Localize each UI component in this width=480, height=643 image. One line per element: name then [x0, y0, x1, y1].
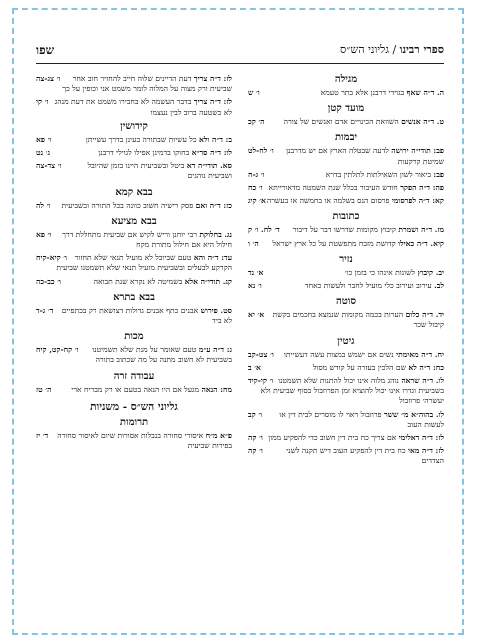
- part-title: גליוני הש״ס - משניות: [90, 400, 178, 413]
- tractate-title: מגילה: [334, 74, 358, 85]
- tractate-title: יבמות: [334, 132, 358, 144]
- entry-text: השוואת הכינויים אדם ואנשים של צורה: [283, 117, 402, 127]
- tractate-section: [36, 417, 232, 451]
- tractate-title: בבא קמא: [115, 186, 153, 198]
- entry-text: פרוזבול ראוי לו מוסרים לבית דין או לעשות העוב: [279, 409, 444, 429]
- tractate-section: [248, 296, 444, 330]
- entry-reference: א׳ ב: [248, 362, 261, 372]
- entry-text: עירוב ועירוב כלי מועיל לחבר ולעשות כאחד: [304, 281, 435, 291]
- entry-text: בחוקו בדמינן אפילו לגוילי דרבנן: [98, 148, 192, 158]
- index-entry: [36, 161, 232, 181]
- tractate-section: [248, 336, 444, 467]
- entry-keyword: קג. תודי״ה אלא: [184, 276, 232, 286]
- entry-reference: ו׳ קה: [248, 446, 263, 456]
- entry-keyword: מז. ד״ה ושמרת: [398, 225, 444, 235]
- tractate-section: [248, 74, 444, 98]
- entry-keyword: קיא. ד״ה כאילו: [398, 238, 444, 248]
- index-entry: [248, 239, 444, 249]
- tractate-section: [36, 216, 232, 287]
- entry-text: בדבר העשמה לא בחבירו משמט את דעת מנהג לא כשטעה ברוב לבין נעצמו: [54, 97, 232, 117]
- index-entry: [36, 148, 232, 158]
- index-entry: [36, 135, 232, 145]
- index-entry: [248, 183, 444, 193]
- entry-keyword: סא. תודי״ה דא: [186, 161, 232, 171]
- index-entry: [248, 225, 444, 235]
- entry-text: מגעל אם היו הנאה בטעם או רק מבריח ארי: [71, 384, 202, 394]
- entry-reference: ו׳ ש: [248, 88, 260, 97]
- entry-reference: ו׳ כח: [248, 183, 263, 193]
- entry-reference: ו׳ קח-קט, קיח: [36, 345, 79, 355]
- entry-reference: ו׳ קי: [36, 97, 49, 107]
- entry-keyword: כז: ד״ה ואם: [195, 200, 232, 210]
- tractate-section: [36, 371, 232, 395]
- entry-text: פסק רישיה חשוב כוונה בכל התורה ובשביעית: [61, 200, 196, 210]
- entry-text: בשמיטה לא נקרא שנת תבואה: [93, 276, 185, 286]
- entry-reference: ו׳ קב: [248, 409, 263, 419]
- entry-keyword: מח: הנאה: [201, 384, 232, 394]
- entry-keyword: לו: ד״ה סר״א: [191, 148, 232, 158]
- entry-text: חודש העיבור בכלל שנת השמטה מדאורייתא: [268, 183, 401, 193]
- tractate-title: כתובות: [332, 211, 360, 223]
- tractate-title: סוטה: [335, 296, 357, 308]
- entry-text: נשים אם ישמש במצות עשה דעשייתו: [283, 349, 397, 359]
- left-column: [36, 74, 232, 614]
- tractate-title: תרומות: [119, 416, 149, 428]
- entry-text: הערות בכמה מקומות שנמצא בחכמים בקשת קיבול שכר: [272, 310, 444, 330]
- index-entry: [248, 281, 444, 291]
- index-entry: [36, 431, 232, 451]
- header-page-number: שפו: [36, 43, 55, 57]
- entry-text: רבי יוחנן וריש לקיש אם שביעית מתחללת דרך חילול היא אם חילול מתורת מקח: [62, 229, 232, 250]
- entry-text: כל עשיות שבתורה בעינן בדרך עשייתן: [85, 134, 199, 144]
- entry-reference: ו׳ צג-צה: [36, 74, 61, 83]
- tractate-title: נזיר: [339, 253, 353, 265]
- index-entry: [248, 88, 444, 98]
- entry-text: בגוידי דרבנן אלא בתר טעמא: [320, 88, 407, 97]
- entry-keyword: ט. ד״ה אנשים: [401, 117, 444, 127]
- tractate-title: בבא בתרא: [113, 291, 155, 303]
- entry-keyword: יב. קיבוץ: [417, 267, 444, 277]
- entry-reference: א׳ קיג: [248, 196, 266, 206]
- header-title: [340, 43, 444, 56]
- entry-reference: ו׳ לח-לט: [248, 146, 274, 156]
- entry-keyword: קא: ד״ה לפרסומי: [391, 196, 444, 206]
- index-entry: [248, 268, 444, 278]
- entry-reference: ו׳ קה: [248, 433, 263, 443]
- entry-text: איסורי סחורה בנבלות אסורות שיום לאיסור סחורה בפירות שביעית: [57, 430, 232, 451]
- index-entry: [248, 350, 444, 360]
- entry-text: טעם שביובל לא מועיל תנאי שלא תחזור הקרקע לבעלים ובשביעית מועיל תנאי שלא תשמטנו שביעית: [56, 253, 232, 273]
- entry-reference: ו׳ נא: [248, 281, 262, 291]
- tractate-section: [248, 103, 444, 127]
- entry-keyword: לז: ד״ה מאי: [407, 446, 444, 456]
- tractate-section: [36, 187, 232, 211]
- entry-text: אבנים כתף אבנים גדולות דצושאת רק בכתפיים לא ביד: [61, 305, 232, 326]
- entry-reference: ג׳ נט: [36, 148, 50, 158]
- index-entry: [36, 277, 232, 287]
- entry-keyword: לב.: [434, 281, 444, 291]
- entry-keyword: לז: ד״ה צריך: [193, 74, 232, 83]
- entry-keyword: לז: ד״ה דאלימי: [398, 433, 444, 443]
- entry-keyword: ב: ד״ה ולא: [198, 134, 232, 144]
- tractate-title: מועד קטן: [327, 103, 365, 115]
- entry-reference: ד׳ יז: [36, 430, 49, 440]
- index-entry: [248, 310, 444, 330]
- tractate-section: [248, 254, 444, 291]
- entry-reference: ד׳ ג-ד: [36, 305, 54, 315]
- header-sub: גליוני הש״ס: [339, 43, 389, 56]
- tractate-title: בבא מציעא: [111, 215, 157, 227]
- entry-keyword: פב:: [433, 169, 444, 179]
- entry-reference: ו׳ כב-כה: [36, 276, 61, 286]
- index-entry: [36, 345, 232, 365]
- entry-reference: ו׳ קי-קיד: [248, 376, 274, 386]
- entry-keyword: פה: ד״ה הפקר: [400, 183, 444, 193]
- header-book: ספרי רבינו: [399, 43, 444, 56]
- entry-text: פרסום הנס בשלמה או בחמשה או בעשרה: [266, 196, 392, 206]
- index-entry: [36, 253, 232, 273]
- right-column: [248, 74, 444, 614]
- entry-text: לדעה שבטלה הארץ אם יש מדרבנן שמיטת קרקעות: [286, 146, 444, 166]
- index-entry: [248, 117, 444, 127]
- entry-keyword: לו. ד״ה שראה: [401, 376, 444, 386]
- index-entry: [248, 146, 444, 166]
- entry-text: אם צריך כח בית דין חשוב כדי להפקיע ממון: [268, 433, 399, 443]
- entry-keyword: פ״א מ״ח: [205, 430, 232, 440]
- tractate-section: [248, 211, 444, 248]
- entry-keyword: פב: תודי״ה ירושה: [391, 146, 444, 156]
- index-entry: [36, 97, 232, 117]
- entry-text: דעת הדיינים שלוה חייב להחזיר חוב אחר שביעית ורק מצוה על המלוה לומר משמט אני וכופין על כך: [62, 74, 232, 94]
- entry-reference: ו׳ ג-ח: [248, 169, 265, 179]
- index-entry: [36, 385, 232, 395]
- page-header: [36, 41, 444, 64]
- entry-reference: א׳ נד: [248, 267, 264, 277]
- entry-text: קיבוץ מקומות שדרשו דבר על דיבור: [292, 225, 399, 235]
- tractate-title: עבודה זרה: [113, 370, 155, 382]
- index-entry: [36, 74, 232, 94]
- index-entry: [248, 410, 444, 430]
- entry-reference: ו׳ קיא-קיח: [36, 253, 67, 263]
- entry-reference: ו׳ פא: [36, 229, 52, 239]
- entry-text: נוהג מלוה אינו יכול להתנות שלא תשמטנו בשביעית וגדרו אינו יכול להוציא זמן הפרוזבול בסוף שביעית ולא יעשרה׳ פרוזבול: [260, 376, 444, 406]
- index-entry: [36, 306, 232, 326]
- tractate-section: [36, 331, 232, 365]
- index-entry: [248, 196, 444, 206]
- entry-keyword: נג. בחלוקת: [199, 229, 232, 239]
- entry-reference: א׳ יא: [248, 310, 265, 320]
- tractate-section: [36, 292, 232, 326]
- tractate-title: גיטין: [337, 335, 355, 347]
- entry-reference: ד׳ לח. ו׳ ק: [248, 225, 280, 235]
- entry-keyword: ג: ד״ה ע״מ: [198, 345, 232, 355]
- entry-text: לשונות אינהו כי בזמן כו׳: [344, 267, 418, 277]
- index-entry: [248, 376, 444, 407]
- entry-keyword: כח: ד״ה לא: [408, 362, 444, 372]
- index-entry: [248, 433, 444, 443]
- entry-text: קדושת מזבח מתפשטת על כל ארץ ישראל: [272, 238, 399, 248]
- tractate-section: [248, 132, 444, 206]
- tractate-title: מכות: [124, 331, 144, 343]
- entry-reference: ה׳ ו: [248, 238, 259, 248]
- entry-keyword: לז: ד״ה צריך: [193, 97, 232, 107]
- index-entry: [36, 201, 232, 211]
- index-entry: [248, 363, 444, 373]
- entry-text: כח בית דין להפקיע העוב דיש תקנה לשני הצדדים: [286, 446, 444, 466]
- entry-reference: ה׳ טז: [36, 384, 52, 394]
- entry-keyword: יח. ד״ה מאימתי: [396, 349, 444, 359]
- header-sep: /: [388, 43, 397, 56]
- entry-text: טעם שאומר על מנת שלא תשמיטנו בשביעית לא חשוב מתנה על מה שכתוב בתורה: [92, 345, 232, 365]
- entry-reference: ו׳ צט-קב: [248, 349, 274, 359]
- entry-keyword: לו. בהוה״א מ״ ששר: [383, 409, 444, 419]
- entry-reference: ו׳ צד-צה: [36, 161, 62, 171]
- entry-text: ביאור לשון השאילתות לתלתין בדרא: [325, 169, 434, 179]
- entry-reference: ו׳ פא: [36, 134, 52, 144]
- index-entry: [248, 446, 444, 466]
- entry-reference: ו׳ לה: [36, 200, 51, 210]
- entry-reference: ה׳ קכ: [248, 117, 265, 127]
- tractate-title: קידושין: [120, 120, 148, 132]
- index-entry: [36, 230, 232, 250]
- entry-keyword: ה. ד״ה שאף: [406, 88, 444, 97]
- entry-keyword: יד. ד״ה כלום: [405, 310, 444, 320]
- entry-text: ביטל ובשביעית היינו בזמן שהיובל ושביעית נוהגים: [87, 161, 232, 181]
- entry-text: שם הלכין בעזרה על קודש מסול: [312, 362, 409, 372]
- index-entry: [248, 170, 444, 180]
- entry-keyword: סט. פירוש: [200, 305, 232, 315]
- entry-keyword: עד: ד״ה והא: [193, 253, 232, 263]
- tractate-section: [36, 121, 232, 182]
